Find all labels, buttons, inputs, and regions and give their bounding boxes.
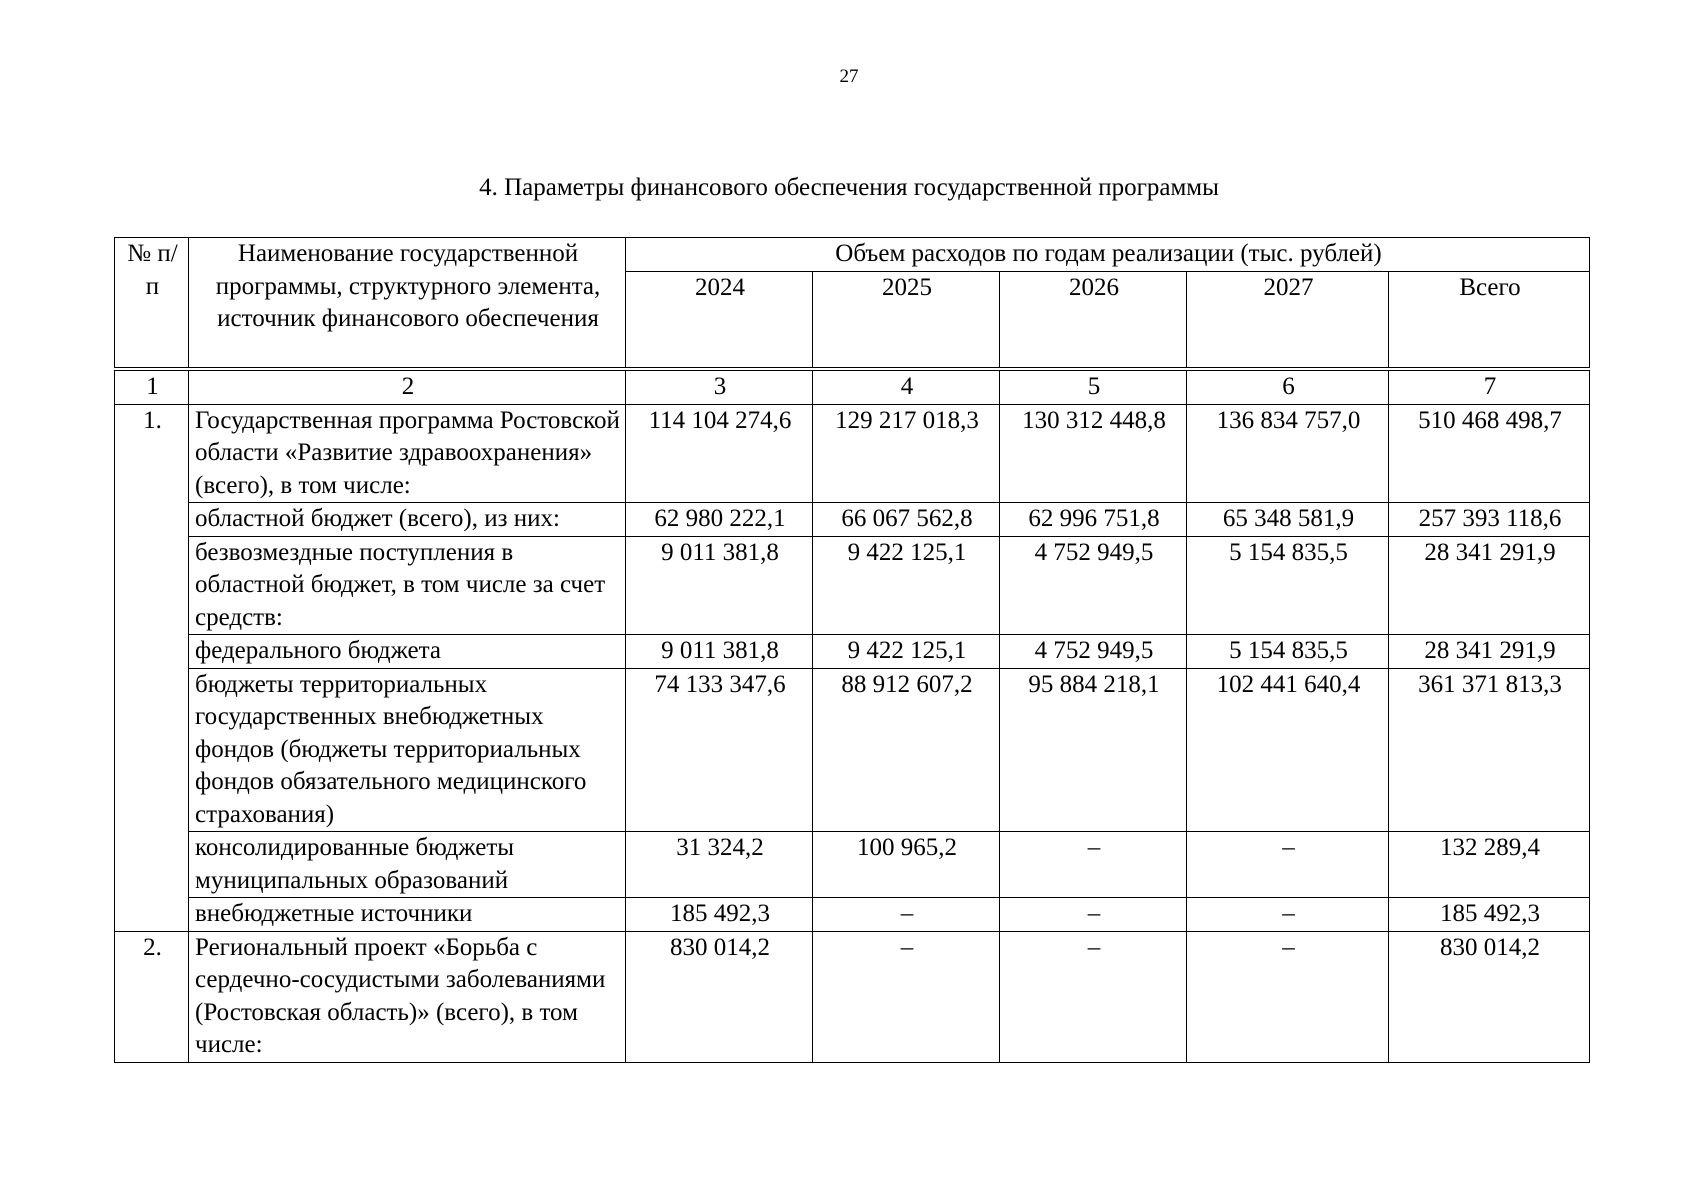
cell-total: 361 371 813,3 (1389, 668, 1590, 832)
table-row (115, 536, 1590, 635)
column-number: 2 (189, 369, 626, 404)
column-number: 3 (626, 369, 813, 404)
cell-2026: – (1000, 898, 1187, 932)
table-row (115, 503, 1590, 537)
cell-2026: 95 884 218,1 (1000, 668, 1187, 832)
column-number: 5 (1000, 369, 1187, 404)
header-name: Наименование государственной программы, структурного элемента, источник финансового обеспечения (189, 238, 626, 370)
cell-2024: 9 011 381,8 (626, 635, 813, 669)
cell-2026: 62 996 751,8 (1000, 503, 1187, 537)
cell-2025: – (813, 931, 1000, 1062)
cell-total: 28 341 291,9 (1389, 536, 1590, 635)
table-row (115, 931, 1590, 1062)
cell-2024: 62 980 222,1 (626, 503, 813, 537)
cell-2024: 9 011 381,8 (626, 536, 813, 635)
header-num: № п/п (115, 238, 189, 370)
row-name: бюджеты территориальных государственных внебюджетных фондов (бюджеты территориальных фондов обязательного медицинского страхования) (189, 668, 626, 832)
cell-2027: 136 834 757,0 (1187, 404, 1389, 503)
cell-2025: 66 067 562,8 (813, 503, 1000, 537)
cell-2026: 4 752 949,5 (1000, 635, 1187, 669)
header-expenses-group: Объем расходов по годам реализации (тыс. рублей) (626, 238, 1590, 272)
column-number-row (115, 369, 1590, 404)
header-year-2025: 2025 (813, 271, 1000, 369)
row-name: консолидированные бюджеты муниципальных образований (189, 832, 626, 898)
cell-2025: 100 965,2 (813, 832, 1000, 898)
cell-2027: 65 348 581,9 (1187, 503, 1389, 537)
cell-total: 510 468 498,7 (1389, 404, 1590, 503)
cell-2027: 5 154 835,5 (1187, 536, 1389, 635)
table-row (115, 404, 1590, 503)
cell-2025: – (813, 898, 1000, 932)
row-name: Региональный проект «Борьба с сердечно-сосудистыми заболеваниями (Ростовская область)» (всего), в том числе: (189, 931, 626, 1062)
section-title: 4. Параметры финансового обеспечения государственной программы (479, 174, 1219, 201)
cell-2025: 88 912 607,2 (813, 668, 1000, 832)
column-number: 1 (115, 369, 189, 404)
cell-total: 830 014,2 (1389, 931, 1590, 1062)
header-year-2026: 2026 (1000, 271, 1187, 369)
row-name: внебюджетные источники (189, 898, 626, 932)
cell-2025: 9 422 125,1 (813, 635, 1000, 669)
cell-2025: 129 217 018,3 (813, 404, 1000, 503)
row-name: федерального бюджета (189, 635, 626, 669)
row-name: безвозмездные поступления в областной бюджет, в том числе за счет средств: (189, 536, 626, 635)
table-row (115, 668, 1590, 832)
cell-total: 132 289,4 (1389, 832, 1590, 898)
row-name: Государственная программа Ростовской области «Развитие здравоохранения» (всего), в том числе: (189, 404, 626, 503)
column-number: 7 (1389, 369, 1590, 404)
column-number: 4 (813, 369, 1000, 404)
cell-2027: 5 154 835,5 (1187, 635, 1389, 669)
cell-total: 28 341 291,9 (1389, 635, 1590, 669)
cell-2024: 185 492,3 (626, 898, 813, 932)
cell-2024: 74 133 347,6 (626, 668, 813, 832)
table-row (115, 635, 1590, 669)
financing-table (114, 237, 1590, 1063)
cell-2024: 31 324,2 (626, 832, 813, 898)
row-name: областной бюджет (всего), из них: (189, 503, 626, 537)
table-row (115, 898, 1590, 932)
cell-2026: – (1000, 931, 1187, 1062)
cell-2024: 830 014,2 (626, 931, 813, 1062)
cell-2026: 4 752 949,5 (1000, 536, 1187, 635)
column-number: 6 (1187, 369, 1389, 404)
row-number: 1. (115, 404, 189, 931)
row-number: 2. (115, 931, 189, 1062)
cell-2025: 9 422 125,1 (813, 536, 1000, 635)
cell-total: 185 492,3 (1389, 898, 1590, 932)
cell-2027: – (1187, 832, 1389, 898)
header-total: Всего (1389, 271, 1590, 369)
cell-total: 257 393 118,6 (1389, 503, 1590, 537)
cell-2027: – (1187, 931, 1389, 1062)
cell-2024: 114 104 274,6 (626, 404, 813, 503)
page-number: 27 (839, 66, 859, 87)
table-row (115, 832, 1590, 898)
cell-2026: 130 312 448,8 (1000, 404, 1187, 503)
cell-2027: – (1187, 898, 1389, 932)
cell-2026: – (1000, 832, 1187, 898)
cell-2027: 102 441 640,4 (1187, 668, 1389, 832)
header-year-2027: 2027 (1187, 271, 1389, 369)
header-row-top (115, 238, 1590, 272)
header-year-2024: 2024 (626, 271, 813, 369)
